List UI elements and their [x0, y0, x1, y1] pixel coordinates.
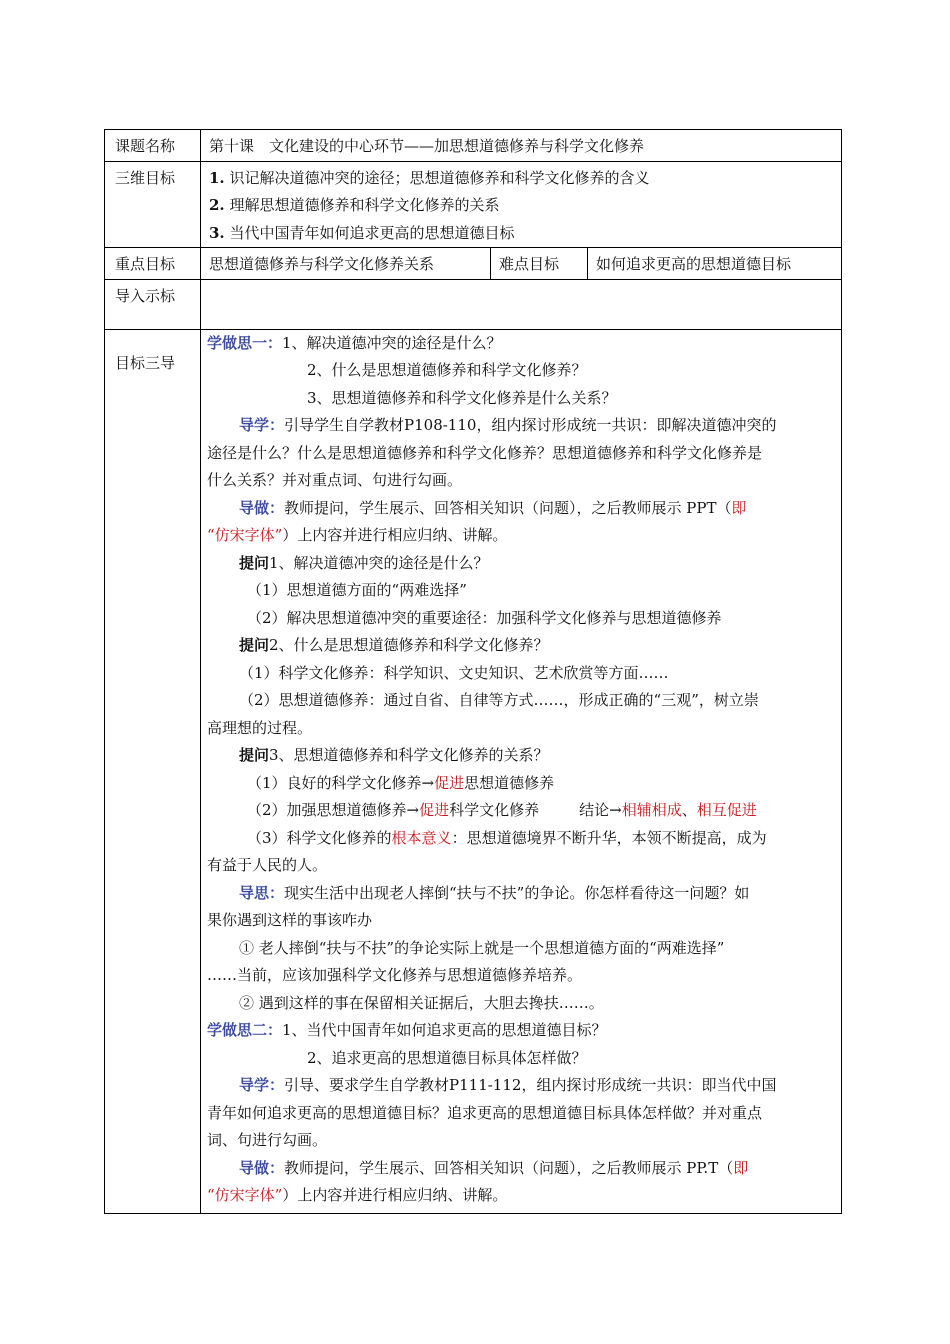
question-1: 提问1、解决道德冲突的途径是什么？ — [239, 553, 489, 572]
guide-do-2: 导做：教师提问，学生展示、回答相关知识（问题），之后教师展示 PP.T（即 — [239, 1158, 749, 1177]
answer-item: （2）解决思想道德冲突的重要途径：加强科学文化修养与思想道德修养 — [247, 608, 722, 627]
difficulty-value: 如何追求更高的思想道德目标 — [588, 248, 842, 280]
answer-item-cont: ……当前，应该加强科学文化修养与思想道德修养培养。 — [207, 966, 583, 984]
answer-item: ② 遇到这样的事在保留相关证据后，大胆去搀扶……。 — [239, 993, 604, 1012]
answer-item: （1）科学文化修养：科学知识、文史知识、艺术欣赏等方面…… — [239, 663, 669, 682]
key-value: 思想道德修养与科学文化修养关系 — [201, 248, 491, 280]
section-one-question: 3、思想道德修养和科学文化修养是什么关系？ — [307, 388, 617, 407]
answer-item: （1）思想道德方面的“两难选择” — [247, 581, 467, 599]
guide-do-2-line: “仿宋字体”）上内容并进行相应归纳、讲解。 — [207, 1186, 508, 1204]
answer-item-cont: 高理想的过程。 — [207, 718, 313, 737]
answer-item: ① 老人摔倒“扶与不扶”的争论实际上就是一个思想道德方面的“两难选择” — [239, 938, 725, 957]
key-label: 重点目标 — [105, 248, 201, 280]
main-label: 目标三导 — [105, 329, 201, 1213]
guide-study-1-line: 什么关系？并对重点词、句进行勾画。 — [207, 471, 463, 489]
answer-item: （1）良好的科学文化修养→促进思想道德修养 — [247, 773, 555, 792]
guide-study-1-line: 途径是什么？什么是思想道德修养和科学文化修养？思想道德修养和科学文化修养是 — [207, 443, 763, 462]
guide-think: 导思：现实生活中出现老人摔倒“扶与不扶”的争论。你怎样看待这一问题？如 — [239, 883, 750, 902]
section-one-heading: 学做思一：1、解决道德冲突的途径是什么？ — [207, 333, 502, 352]
topic-value: 第十课 文化建设的中心环节——加思想道德修养与科学文化修养 — [201, 130, 842, 162]
guide-study-2-line: 词、句进行勾画。 — [207, 1131, 328, 1149]
intro-row — [105, 279, 842, 329]
difficulty-label: 难点目标 — [491, 248, 588, 280]
goal-item: 2. 理解思想道德修养和科学文化修养的关系 — [209, 196, 500, 214]
key-row — [105, 248, 842, 280]
guide-do-1: 导做：教师提问，学生展示、回答相关知识（问题），之后教师展示 PPT（即 — [239, 498, 747, 517]
answer-item-cont: 有益于人民的人。 — [207, 856, 328, 874]
goals-row — [105, 161, 842, 248]
goal-item: 3. 当代中国青年如何追求更高的思想道德目标 — [209, 223, 515, 242]
topic-row — [105, 130, 842, 162]
guide-study-1: 导学：引导学生自学教材P108-110，组内探讨形成统一共识：即解决道德冲突的 — [239, 416, 777, 434]
goal-item: 1. 识记解决道德冲突的途径；思想道德修养和科学文化修养的含义 — [209, 168, 650, 187]
goals-list — [201, 161, 842, 248]
section-one-question: 2、什么是思想道德修养和科学文化修养？ — [307, 361, 587, 379]
goals-label: 三维目标 — [105, 161, 201, 248]
main-row — [105, 329, 842, 1213]
guide-do-1-line: “仿宋字体”）上内容并进行相应归纳、讲解。 — [207, 526, 508, 544]
lesson-plan-table — [104, 129, 842, 1214]
guide-study-2: 导学：引导、要求学生自学教材P111-112，组内探讨形成统一共识：即当代中国 — [239, 1076, 777, 1094]
topic-label: 课题名称 — [105, 130, 201, 162]
section-two-question: 2、追求更高的思想道德目标具体怎样做？ — [307, 1048, 587, 1067]
answer-item: （3）科学文化修养的根本意义：思想道德境界不断升华，本领不断提高，成为 — [247, 828, 767, 847]
question-3: 提问3、思想道德修养和科学文化修养的关系？ — [239, 746, 549, 764]
guide-think-line: 果你遇到这样的事该咋办 — [207, 911, 373, 929]
main-content — [201, 329, 842, 1213]
answer-item: （2）思想道德修养：通过自省、自律等方式……，形成正确的“三观”，树立崇 — [239, 691, 759, 709]
answer-item: （2）加强思想道德修养→促进科学文化修养 结论→相辅相成、相互促进 — [247, 801, 757, 819]
intro-label: 导入示标 — [105, 279, 201, 329]
guide-study-2-line: 青年如何追求更高的思想道德目标？追求更高的思想道德目标具体怎样做？并对重点 — [207, 1103, 763, 1122]
question-2: 提问2、什么是思想道德修养和科学文化修养？ — [239, 636, 549, 654]
section-two-heading: 学做思二：1、当代中国青年如何追求更高的思想道德目标？ — [207, 1021, 607, 1039]
intro-value — [201, 279, 842, 329]
